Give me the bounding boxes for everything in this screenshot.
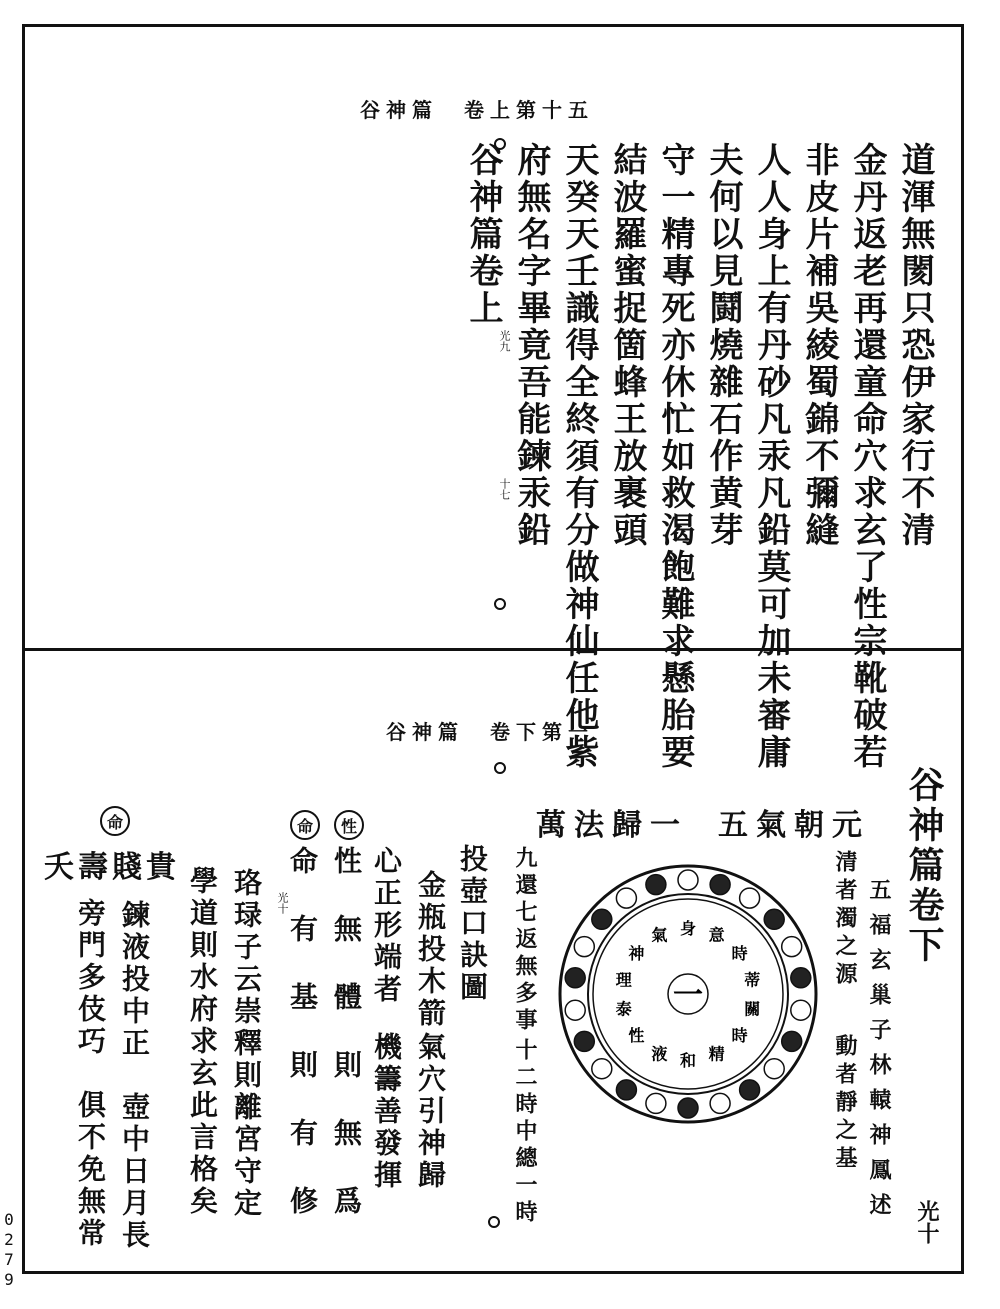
diagram-outer-medallion [574,1031,594,1051]
lu-qiu-column: 珞琭子云崇釋則離宮守定 [230,868,263,1220]
diagram-inner-char: 時 [731,1026,748,1046]
diagram-outer-medallion [764,909,784,929]
diagram-inner-char: 精 [708,1044,725,1064]
diagram-outer-medallion [791,968,811,988]
diagram-outer-medallion [740,1080,760,1100]
diagram-center: 一 [673,978,703,1013]
ji-chou-text: 機籌善發揮 [370,1032,403,1192]
bottom-circle-mark [494,762,506,774]
diagram-inner-char: 意 [708,925,725,945]
bottom-circle-mark-lower [488,1216,500,1228]
side-page-number: 0 2 7 9 [4,1210,14,1289]
top-column-5: 夫何以見鬪燒雜石作黄芽 [703,142,743,549]
diagram-inner-char: 神 [628,943,645,963]
tou-hu-title: 投壺口訣圖 [456,844,489,1004]
diagram-outer-medallion [678,870,698,890]
diagram-outer-medallion [764,1059,784,1079]
quote-right: 動者靜之基 [832,1034,858,1174]
diagram-outer-medallion [782,937,802,957]
top-circle-mark [494,138,506,150]
xing-column: 性 無 體 則 無 爲 [330,846,363,1220]
diagram-outer-medallion [782,1031,802,1051]
top-column-3: 非皮片補吳綾蜀錦不彌縫 [799,142,839,549]
diagram-inner-char: 氣 [651,925,668,945]
diagram-outer-medallion [740,888,760,908]
bottom-page-mark: 光十 [914,1200,940,1244]
diagram-inner-char: 液 [651,1044,668,1064]
top-column-4: 人人身上有丹砂凡汞凡鉛莫可加未審庸 [751,142,791,771]
diagram-outer-medallion [616,888,636,908]
top-column-1: 道渾無閡只恐伊家行不清 [895,142,935,549]
shier-text: 十二時中總一時 [512,1038,538,1227]
diagram-outer-medallion [646,875,666,895]
top-column-9: 府無名字畢竟吾能鍊汞鉛 [511,142,551,549]
diagram-outer-medallion [592,909,612,929]
bottom-page-header: 谷神篇 卷下第一 [386,720,594,744]
diagram-outer-medallion [616,1080,636,1100]
lian-ye-column: 鍊液投中正 壺中日月長 [118,900,151,1252]
diagram-outer-medallion [565,1000,585,1020]
diagram-outer-medallion [574,937,594,957]
diagram-inner-char: 身 [679,919,697,938]
five-qi-diagram [556,862,820,1126]
author-column: 五福玄巢子林轅神鳳述 [866,878,892,1228]
top-column-10: 谷神篇卷上 [463,142,503,327]
diagram-inner-char: 蒂 [744,970,761,990]
page-divider [22,648,964,651]
diagram-inner-char: 時 [731,943,748,963]
jin-ping-text: 金瓶投木箭 [414,870,447,1030]
top-column-6: 守一精專死亦休忙如救渴飽難求懸胎要 [655,142,695,771]
diagram-inner-char: 關 [744,999,761,1019]
diagram-inner-char: 和 [679,1051,697,1070]
ming-column: 命 有 基 則 有 修 [286,846,319,1220]
quote-left: 清者濁之源 [832,850,858,990]
top-column-8: 天癸天壬識得全終須有分做神仙任他紫 [559,142,599,771]
pang-men-column: 旁門多伎巧 俱不免無常 [74,898,107,1250]
title-row-left: 萬法歸一 [536,808,688,843]
diagram-outer-medallion [592,1059,612,1079]
top-note-2: 十七 [498,478,511,500]
diagram-outer-medallion [710,875,730,895]
xin-zheng-text: 心正形端者 [370,846,403,1006]
badge-ming-left: 命 [100,806,130,836]
small-note-guang: 光十 [276,892,289,914]
diagram-inner-char: 性 [628,1026,645,1046]
diagram-outer-medallion [710,1093,730,1113]
top-circle-mark-bottom [494,598,506,610]
badge-ming: 命 [290,810,320,840]
jiuhuan-text: 九還七返無多事 [512,846,538,1035]
qi-xue-text: 氣穴引神歸 [414,1032,447,1192]
diagram-inner-char: 理 [615,970,632,990]
gui-jian-title: 貴賤壽夭 [44,850,180,885]
diagram-outer-medallion [678,1098,698,1118]
top-column-2: 金丹返老再還童命穴求玄了性宗靴破若 [847,142,887,771]
top-note-1: 光九 [498,330,511,352]
badge-xing: 性 [334,810,364,840]
diagram-outer-medallion [565,968,585,988]
top-column-7: 結波羅蜜捉箇蜂王放裹頭 [607,142,647,549]
xue-dao-column: 學道則水府求玄此言格矣 [186,866,219,1218]
top-page-header: 谷神篇 卷上第十五 [360,98,594,122]
diagram-inner-char: 泰 [615,999,632,1019]
diagram-outer-medallion [791,1000,811,1020]
diagram-outer-medallion [646,1093,666,1113]
bottom-title-column: 谷神篇卷下 [903,766,945,966]
title-row-right: 五氣朝元 [718,808,870,843]
